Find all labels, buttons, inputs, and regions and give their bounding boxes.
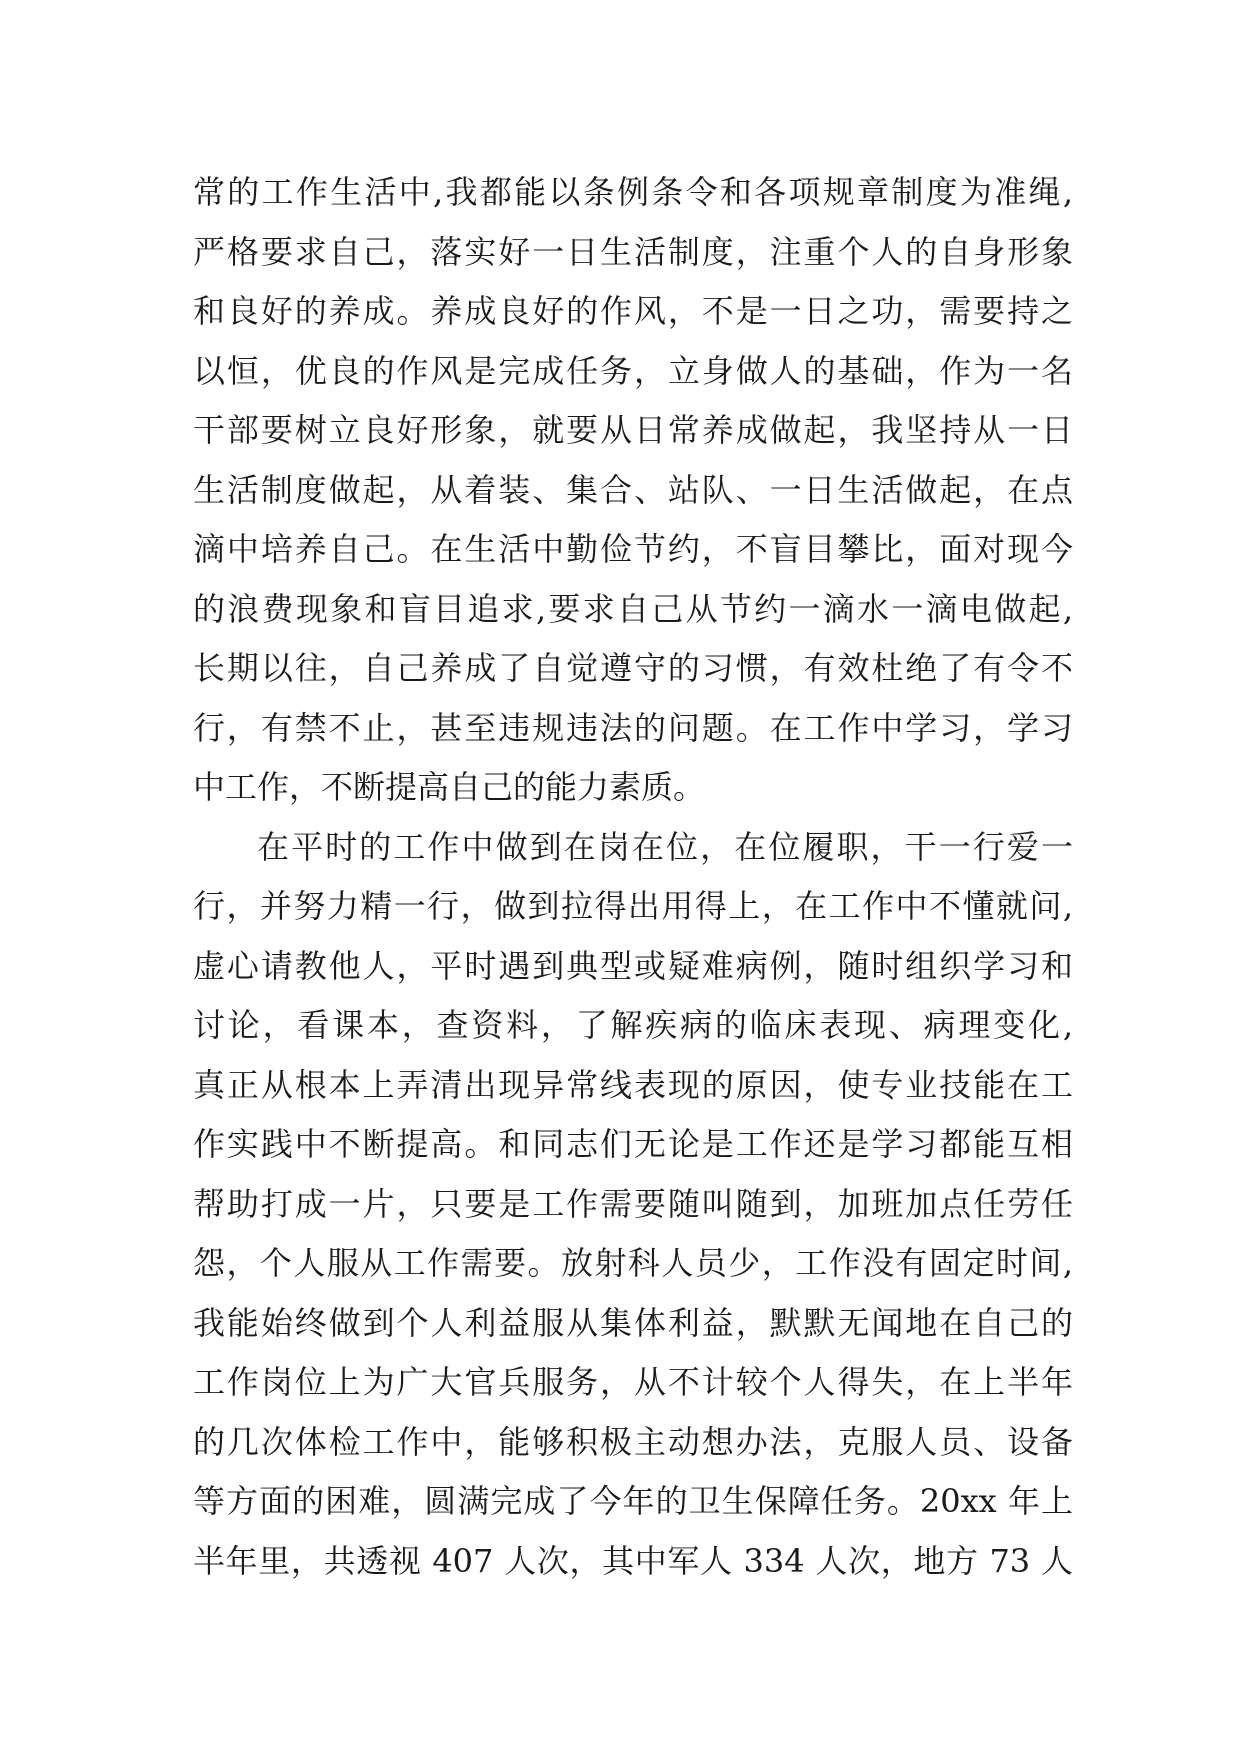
text-line: 半年里，共透视 407 人次，其中军人 334 人次，地方 73 人: [193, 1541, 1073, 1580]
text-line: 真正从根本上弄清出现异常线表现的原因，使专业技能在工: [193, 1065, 1073, 1104]
text-line: 常的工作生活中,我都能以条例条令和各项规章制度为准绳,: [193, 173, 1073, 211]
text-line: 的几次体检工作中，能够积极主动想办法，克服人员、设备: [193, 1422, 1073, 1461]
text-line: 中工作，不断提高自己的能力素质。: [193, 768, 706, 806]
text-line: 作实践中不断提高。和同志们无论是工作还是学习都能互相: [193, 1125, 1073, 1163]
text-line: 虚心请教他人，平时遇到典型或疑难病例，随时组织学习和: [193, 946, 1073, 985]
text-line: 等方面的困难，圆满完成了今年的卫生保障任务。20xx 年上: [193, 1482, 1073, 1520]
text-line: 讨论，看课本，查资料，了解疾病的临床表现、病理变化,: [193, 1006, 1073, 1044]
text-line: 生活制度做起，从着装、集合、站队、一日生活做起，在点: [193, 470, 1073, 509]
text-line: 工作岗位上为广大官兵服务，从不计较个人得失，在上半年: [193, 1363, 1073, 1401]
text-line: 滴中培养自己。在生活中勤俭节约，不盲目攀比，面对现今: [193, 530, 1073, 568]
text-line: 长期以往，自己养成了自觉遵守的习惯，有效杜绝了有令不: [193, 649, 1073, 687]
text-line: 在平时的工作中做到在岗在位，在位履职，干一行爱一: [257, 827, 1073, 866]
text-line: 帮助打成一片，只要是工作需要随叫随到，加班加点任劳任: [193, 1184, 1073, 1223]
text-line: 以恒，优良的作风是完成任务，立身做人的基础，作为一名: [193, 351, 1073, 390]
text-line: 怨，个人服从工作需要。放射科人员少，工作没有固定时间,: [193, 1244, 1073, 1282]
text-line: 严格要求自己，落实好一日生活制度，注重个人的自身形象: [193, 232, 1073, 271]
text-line: 的浪费现象和盲目追求,要求自己从节约一滴水一滴电做起,: [193, 589, 1073, 628]
text-line: 我能始终做到个人利益服从集体利益，默默无闻地在自己的: [193, 1303, 1073, 1342]
text-line: 行，并努力精一行，做到拉得出用得上，在工作中不懂就问,: [193, 887, 1073, 925]
paragraph-1: [193, 163, 1073, 818]
document-body: [193, 163, 1073, 1591]
paragraph-2: [193, 818, 1073, 1592]
text-line: 和良好的养成。养成良好的作风，不是一日之功，需要持之: [193, 292, 1073, 330]
text-line: 行，有禁不止，甚至违规违法的问题。在工作中学习，学习: [193, 708, 1073, 747]
text-line: 干部要树立良好形象，就要从日常养成做起，我坚持从一日: [193, 411, 1073, 449]
